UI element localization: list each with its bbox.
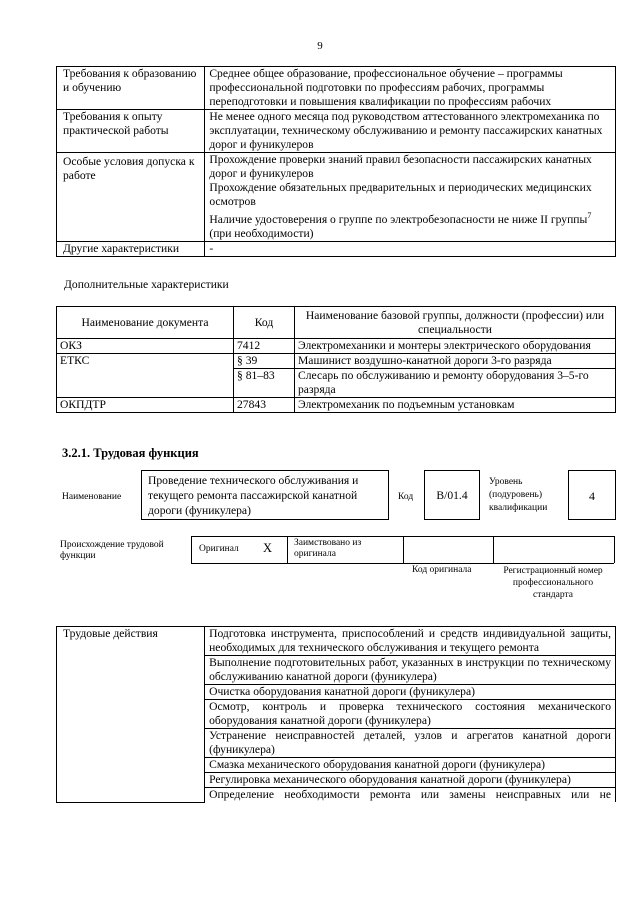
labour-actions-table: [56, 626, 616, 803]
table-header-row: [57, 307, 616, 339]
action-item: Подготовка инструмента, приспособлений и средств индивидуальной защиты, необходимых для технического обслуживания и текущего ремонта: [205, 627, 616, 656]
row-value: Среднее общее образование, профессиональное обучение – программы профессиональной подготовки по профессиям рабочих, программы переподготовки и повышения квалификации по профессиям рабочих: [205, 67, 616, 110]
table-row: [57, 67, 616, 110]
name-cell: Слесарь по обслуживанию и ремонту оборудования 3–5-го разряда: [295, 369, 616, 398]
origin-label: Происхождение трудовой функции: [60, 540, 164, 561]
actions-label: Трудовые действия: [57, 627, 205, 803]
name-cell: Электромеханик по подъемным установкам: [295, 398, 616, 413]
original-mark: X: [263, 541, 273, 555]
original-label: Оригинал: [199, 544, 239, 554]
table-row: [57, 627, 616, 656]
section-title: 3.2.1. Трудовая функция: [62, 446, 199, 460]
name-label: Наименование: [62, 492, 122, 502]
divider: [493, 536, 494, 563]
condition-line: Прохождение проверки знаний правил безопасности пассажирских канатных дорог и фуникулеров: [209, 153, 592, 180]
code-original-label: Код оригинала: [412, 565, 472, 575]
divider: [614, 536, 615, 563]
condition-line: Прохождение обязательных предварительных и периодических медицинских осмотров: [209, 181, 592, 208]
level-label: Уровень (подуровень) квалификации: [489, 477, 548, 513]
row-label: Особые условия допуска к работе: [57, 153, 205, 242]
divider: [191, 536, 192, 563]
row-value: [205, 153, 616, 242]
condition-line: Наличие удостоверения о группе по электробезопасности не ниже II группы$^7$ (при необходимости): [209, 211, 592, 240]
action-item: Смазка механического оборудования канатной дороги (фуникулера): [205, 758, 616, 773]
doc-cell: ОКПДТР: [57, 398, 234, 413]
name-cell: Машинист воздушно-канатной дороги 3-го разряда: [295, 354, 616, 369]
doc-cell: ОКЗ: [57, 339, 234, 354]
action-item: Определение необходимости ремонта или замены неисправных или не: [205, 788, 616, 803]
doc-cell: ЕТКС: [57, 354, 234, 398]
action-item: Устранение неисправностей деталей, узлов и агрегатов канатной дороги (фуникулера): [205, 729, 616, 758]
action-item: Очистка оборудования канатной дороги (фуникулера): [205, 685, 616, 700]
qualification-level: 4: [568, 470, 616, 520]
function-name: Проведение технического обслуживания и текущего ремонта пассажирской канатной дороги (фуникулера): [141, 470, 389, 520]
row-label: Требования к опыту практической работы: [57, 110, 205, 153]
code-cell: 27843: [234, 398, 295, 413]
table-row: [57, 110, 616, 153]
action-item: Регулировка механического оборудования канатной дороги (фуникулера): [205, 773, 616, 788]
code-cell: 7412: [234, 339, 295, 354]
code-label: Код: [398, 492, 414, 502]
function-code: B/01.4: [424, 470, 480, 520]
action-item: Осмотр, контроль и проверка технического состояния механического оборудования канатной дороги (фуникулера): [205, 700, 616, 729]
requirements-table: [56, 66, 616, 257]
table-row: [57, 241, 616, 256]
code-cell: § 81–83: [234, 369, 295, 398]
borrowed-label: Заимствовано из оригинала: [294, 538, 362, 559]
table-row: [57, 153, 616, 242]
code-cell: § 39: [234, 354, 295, 369]
action-item: Выполнение подготовительных работ, указанных в инструкции по техническому обслуживанию канатной дороги (фуникулера): [205, 656, 616, 685]
column-header: Код: [234, 307, 295, 339]
reg-number-label: Регистрационный номер профессионального стандарта: [503, 566, 603, 600]
table-row: [57, 398, 616, 413]
page-number: 9: [317, 40, 323, 52]
divider: [287, 536, 288, 563]
column-header: Наименование базовой группы, должности (профессии) или специальности: [295, 307, 616, 339]
divider: [403, 536, 404, 563]
additional-characteristics-table: [56, 306, 616, 413]
row-label: Другие характеристики: [57, 241, 205, 256]
row-value: Не менее одного месяца под руководством аттестованного электромеханика по эксплуатации, техническому обслуживанию и ремонту пассажирских канатных дорог и фуникулеров: [205, 110, 616, 153]
footnote-mark: 7: [587, 211, 592, 220]
additional-characteristics-title: Дополнительные характеристики: [64, 278, 229, 291]
table-row: [57, 339, 616, 354]
name-cell: Электромеханики и монтеры электрического оборудования: [295, 339, 616, 354]
column-header: Наименование документа: [57, 307, 234, 339]
row-label: Требования к образованию и обучению: [57, 67, 205, 110]
table-row: [57, 354, 616, 369]
row-value: -: [205, 241, 616, 256]
